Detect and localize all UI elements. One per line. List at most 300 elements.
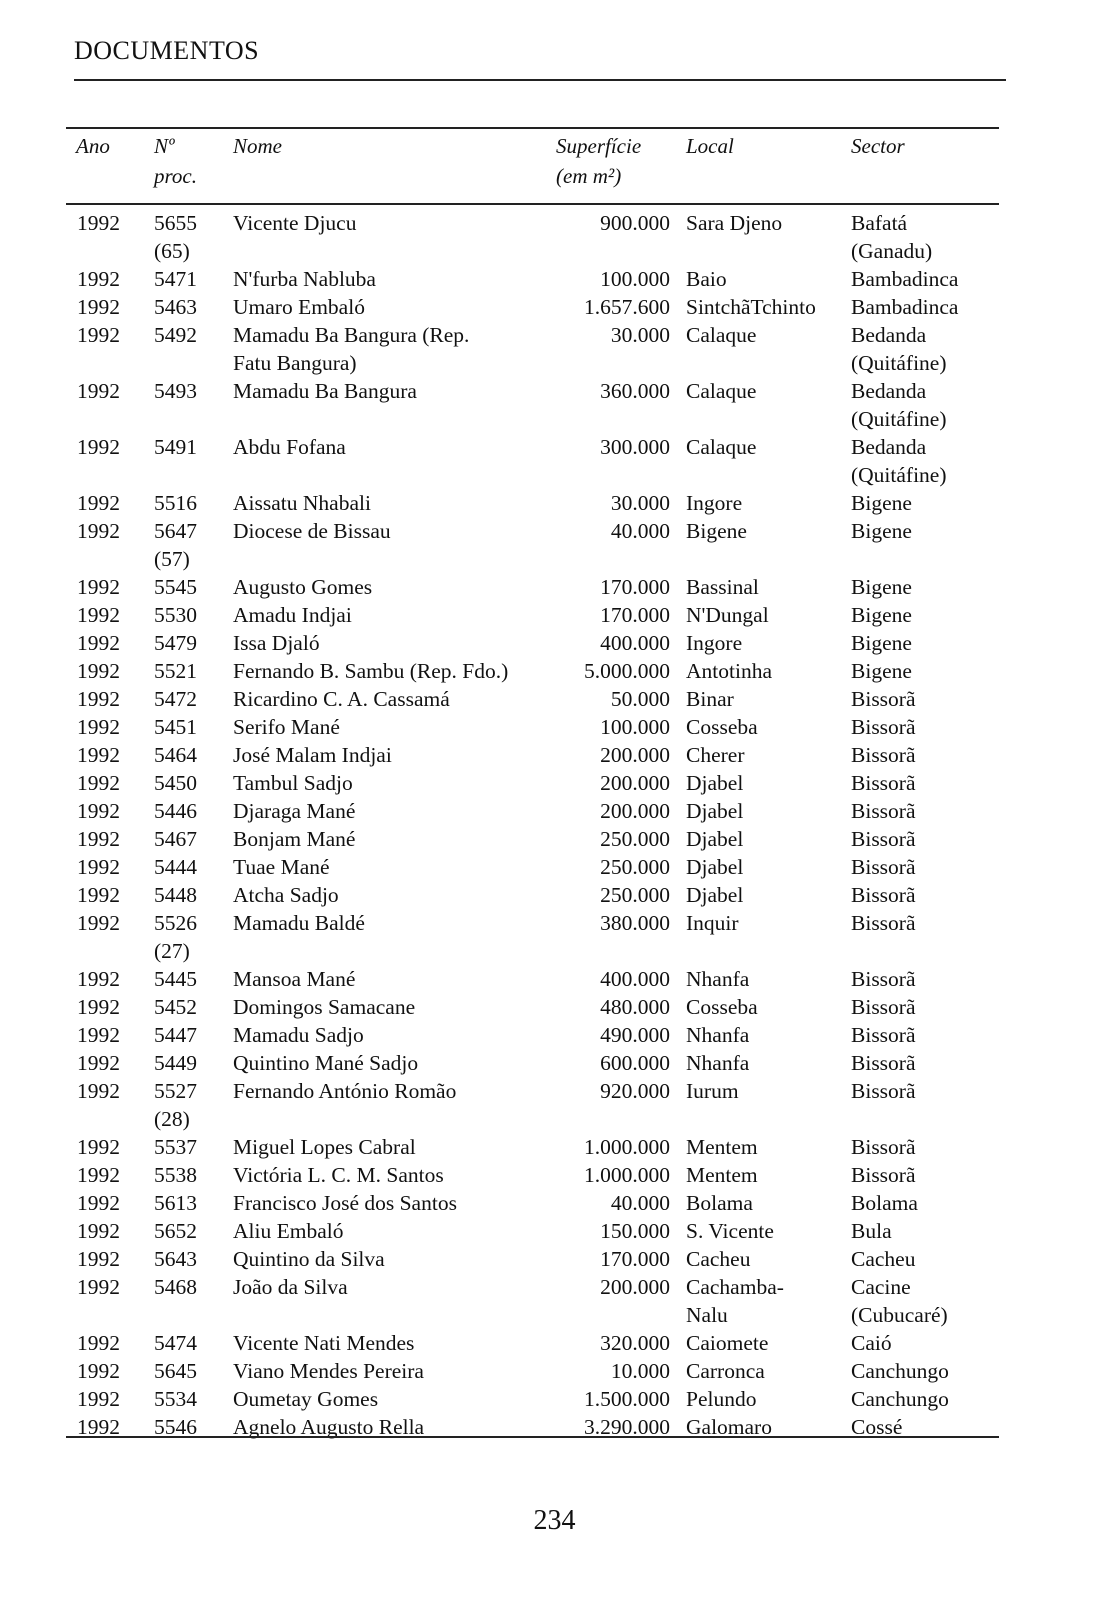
cell-ano: 1992 — [77, 1331, 120, 1355]
cell-sector — [851, 573, 912, 601]
cell-ano: 1992 — [77, 575, 120, 599]
cell-superficie: 400.000 — [600, 631, 670, 655]
cell-nome — [233, 629, 320, 657]
cell-nome-line: Serifo Mané — [233, 715, 340, 739]
cell-superficie: 300.000 — [600, 435, 670, 459]
cell-proc-line: 5451 — [154, 715, 197, 739]
cell-nome — [233, 265, 376, 293]
cell-nome-line: Djaraga Mané — [233, 799, 356, 823]
cell-proc — [154, 1385, 197, 1413]
cell-sector — [851, 517, 912, 545]
cell-nome — [233, 1385, 378, 1413]
cell-nome — [233, 433, 346, 461]
cell-sector-line: (Cubucaré) — [851, 1303, 948, 1327]
cell-ano: 1992 — [77, 1359, 120, 1383]
table-row — [0, 1161, 1109, 1189]
cell-proc-line: (27) — [154, 939, 190, 963]
cell-local-line: Ingore — [686, 491, 743, 515]
cell-nome — [233, 1273, 348, 1301]
cell-proc-line: 5474 — [154, 1331, 197, 1355]
cell-sector-line: Canchungo — [851, 1359, 949, 1383]
cell-local — [686, 1049, 749, 1077]
cell-proc-line: 5493 — [154, 379, 197, 403]
cell-proc — [154, 517, 197, 573]
cell-nome-line: Tuae Mané — [233, 855, 330, 879]
cell-nome — [233, 909, 365, 937]
cell-sector-line: Bissorã — [851, 995, 916, 1019]
cell-sector — [851, 1357, 949, 1385]
cell-nome — [233, 489, 371, 517]
cell-ano: 1992 — [77, 1415, 120, 1439]
table-row — [0, 489, 1109, 517]
cell-local — [686, 265, 727, 293]
cell-sector — [851, 993, 916, 1021]
cell-nome — [233, 573, 372, 601]
cell-nome — [233, 1049, 418, 1077]
cell-proc-line: (65) — [154, 239, 190, 263]
cell-superficie: 3.290.000 — [584, 1415, 670, 1439]
table-row — [0, 881, 1109, 909]
cell-sector-line: Bissorã — [851, 687, 916, 711]
table-row — [0, 909, 1109, 965]
cell-proc — [154, 489, 197, 517]
cell-local-line: Calaque — [686, 435, 757, 459]
cell-local — [686, 1385, 756, 1413]
cell-sector-line: Bigene — [851, 491, 912, 515]
cell-local-line: Carronca — [686, 1359, 765, 1383]
cell-sector-line: Bissorã — [851, 827, 916, 851]
column-header-proc-line1: Nº — [154, 134, 175, 158]
cell-local-line: Djabel — [686, 883, 744, 907]
cell-superficie: 250.000 — [600, 827, 670, 851]
cell-sector — [851, 1217, 892, 1245]
cell-local — [686, 1329, 768, 1357]
cell-ano: 1992 — [77, 1191, 120, 1215]
table-row — [0, 1245, 1109, 1273]
cell-superficie: 1.500.000 — [584, 1387, 670, 1411]
cell-ano: 1992 — [77, 323, 120, 347]
cell-local — [686, 1021, 749, 1049]
cell-local-line: SintchãTchinto — [686, 295, 816, 319]
cell-superficie: 920.000 — [600, 1079, 670, 1103]
cell-nome — [233, 1021, 364, 1049]
cell-ano: 1992 — [77, 435, 120, 459]
cell-superficie: 5.000.000 — [584, 659, 670, 683]
column-header-proc — [154, 131, 197, 191]
cell-proc-line: 5468 — [154, 1275, 197, 1299]
cell-sector — [851, 1021, 916, 1049]
cell-proc — [154, 321, 197, 349]
cell-sector — [851, 797, 916, 825]
table-row — [0, 321, 1109, 377]
cell-sector — [851, 657, 912, 685]
table-rule-bottom — [66, 1436, 999, 1438]
cell-sector — [851, 825, 916, 853]
cell-sector-line: Bissorã — [851, 743, 916, 767]
cell-proc — [154, 1245, 197, 1273]
cell-local-line: Djabel — [686, 827, 744, 851]
cell-local-line: Djabel — [686, 799, 744, 823]
cell-local — [686, 1161, 758, 1189]
cell-nome-line: João da Silva — [233, 1275, 348, 1299]
cell-nome — [233, 1189, 457, 1217]
cell-sector-line: Cacheu — [851, 1247, 916, 1271]
cell-proc — [154, 713, 197, 741]
cell-proc-line: 5447 — [154, 1023, 197, 1047]
table-rule-top — [66, 127, 999, 129]
cell-proc — [154, 741, 197, 769]
table-row — [0, 1217, 1109, 1245]
cell-nome-line: Fernando António Romão — [233, 1079, 457, 1103]
cell-superficie: 320.000 — [600, 1331, 670, 1355]
cell-proc-line: 5491 — [154, 435, 197, 459]
cell-proc-line: 5516 — [154, 491, 197, 515]
cell-proc — [154, 853, 197, 881]
cell-proc-line: 5655 — [154, 211, 197, 235]
cell-nome — [233, 657, 508, 685]
cell-proc-line: 5613 — [154, 1191, 197, 1215]
cell-local-line: Cacheu — [686, 1247, 751, 1271]
cell-local — [686, 293, 816, 321]
cell-nome — [233, 853, 330, 881]
cell-proc — [154, 993, 197, 1021]
cell-sector-line: Bissorã — [851, 799, 916, 823]
cell-proc-line: 5492 — [154, 323, 197, 347]
cell-superficie: 900.000 — [600, 211, 670, 235]
cell-proc — [154, 1021, 197, 1049]
column-header-superficie-line1: Superfície — [556, 134, 642, 158]
cell-superficie: 170.000 — [600, 1247, 670, 1271]
cell-sector-line: Bissorã — [851, 883, 916, 907]
cell-proc-line: 5448 — [154, 883, 197, 907]
cell-nome-line: Mamadu Baldé — [233, 911, 365, 935]
cell-local-line: Cachamba- — [686, 1275, 784, 1299]
cell-sector — [851, 713, 916, 741]
cell-nome-line: Mamadu Ba Bangura (Rep. — [233, 323, 470, 347]
cell-ano: 1992 — [77, 827, 120, 851]
cell-local-line: Baio — [686, 267, 727, 291]
cell-proc — [154, 909, 197, 965]
table-row — [0, 1357, 1109, 1385]
cell-local — [686, 965, 749, 993]
cell-local-line: Mentem — [686, 1163, 758, 1187]
cell-superficie: 490.000 — [600, 1023, 670, 1047]
cell-sector — [851, 629, 912, 657]
cell-superficie: 200.000 — [600, 771, 670, 795]
cell-proc — [154, 1357, 197, 1385]
cell-nome-line: Quintino da Silva — [233, 1247, 385, 1271]
cell-sector-line: Bigene — [851, 631, 912, 655]
cell-proc-line: 5527 — [154, 1079, 197, 1103]
cell-proc-line: 5464 — [154, 743, 197, 767]
cell-ano: 1992 — [77, 1135, 120, 1159]
cell-proc-line: 5452 — [154, 995, 197, 1019]
table-row — [0, 1385, 1109, 1413]
cell-nome-line: Aliu Embaló — [233, 1219, 344, 1243]
table-rule-mid — [66, 203, 999, 205]
cell-ano: 1992 — [77, 1247, 120, 1271]
cell-nome-line: Vicente Nati Mendes — [233, 1331, 415, 1355]
cell-superficie: 100.000 — [600, 715, 670, 739]
cell-local-line: Nhanfa — [686, 1023, 750, 1047]
cell-ano: 1992 — [77, 967, 120, 991]
cell-sector-line: Bissorã — [851, 771, 916, 795]
cell-sector-line: Bigene — [851, 603, 912, 627]
cell-nome — [233, 209, 356, 237]
cell-nome — [233, 1077, 456, 1105]
cell-sector — [851, 321, 947, 377]
cell-ano: 1992 — [77, 379, 120, 403]
cell-ano: 1992 — [77, 1023, 120, 1047]
cell-sector-line: Bissorã — [851, 1051, 916, 1075]
cell-nome-line: Augusto Gomes — [233, 575, 373, 599]
cell-proc-line: 5445 — [154, 967, 197, 991]
cell-proc — [154, 293, 197, 321]
cell-sector-line: Bula — [851, 1219, 892, 1243]
cell-nome — [233, 825, 355, 853]
cell-local — [686, 629, 742, 657]
cell-sector — [851, 1133, 916, 1161]
cell-proc-line: 5444 — [154, 855, 197, 879]
cell-local-line: Binar — [686, 687, 734, 711]
table-row — [0, 797, 1109, 825]
cell-sector-line: Canchungo — [851, 1387, 949, 1411]
cell-proc-line: 5647 — [154, 519, 197, 543]
cell-ano: 1992 — [77, 491, 120, 515]
cell-proc — [154, 1273, 197, 1301]
cell-sector — [851, 601, 912, 629]
cell-proc-line: 5526 — [154, 911, 197, 935]
cell-local-line: S. Vicente — [686, 1219, 774, 1243]
cell-proc — [154, 1049, 197, 1077]
cell-sector-line: Bissorã — [851, 1163, 916, 1187]
table-row — [0, 657, 1109, 685]
cell-ano: 1992 — [77, 659, 120, 683]
cell-ano: 1992 — [77, 715, 120, 739]
cell-local-line: Bigene — [686, 519, 747, 543]
table-row — [0, 601, 1109, 629]
cell-superficie: 50.000 — [610, 687, 670, 711]
cell-local — [686, 853, 743, 881]
cell-proc-line: 5537 — [154, 1135, 197, 1159]
cell-proc — [154, 573, 197, 601]
cell-nome-line: Diocese de Bissau — [233, 519, 391, 543]
cell-sector — [851, 1049, 916, 1077]
cell-ano: 1992 — [77, 295, 120, 319]
cell-nome-line: Abdu Fofana — [233, 435, 346, 459]
cell-local-line: Iurum — [686, 1079, 739, 1103]
column-header-superficie — [556, 131, 641, 191]
cell-ano: 1992 — [77, 855, 120, 879]
cell-local — [686, 209, 782, 237]
cell-superficie: 380.000 — [600, 911, 670, 935]
column-header-ano: Ano — [76, 134, 110, 158]
cell-proc — [154, 1133, 197, 1161]
cell-sector-line: Bissorã — [851, 1023, 916, 1047]
cell-local — [686, 741, 745, 769]
cell-proc-line: 5467 — [154, 827, 197, 851]
cell-nome-line: Issa Djaló — [233, 631, 320, 655]
cell-sector-line: Cossé — [851, 1415, 903, 1439]
cell-proc-line: 5471 — [154, 267, 197, 291]
cell-nome-line: Domingos Samacane — [233, 995, 416, 1019]
cell-local — [686, 1273, 784, 1329]
table-row — [0, 1133, 1109, 1161]
cell-nome — [233, 321, 469, 377]
cell-ano: 1992 — [77, 771, 120, 795]
cell-local — [686, 993, 758, 1021]
cell-superficie: 40.000 — [610, 519, 670, 543]
cell-sector-line: Bigene — [851, 659, 912, 683]
cell-proc-line: 5534 — [154, 1387, 197, 1411]
cell-superficie: 200.000 — [600, 1275, 670, 1299]
table-row — [0, 629, 1109, 657]
cell-superficie: 1.657.600 — [584, 295, 670, 319]
column-header-sector: Sector — [851, 134, 905, 158]
cell-local-line: Antotinha — [686, 659, 772, 683]
cell-local — [686, 881, 743, 909]
table-row — [0, 741, 1109, 769]
cell-sector — [851, 741, 916, 769]
cell-nome-line: Atcha Sadjo — [233, 883, 339, 907]
table-row — [0, 573, 1109, 601]
cell-nome — [233, 1245, 385, 1273]
cell-nome-line: Amadu Indjai — [233, 603, 352, 627]
cell-local-line: Bassinal — [686, 575, 759, 599]
cell-nome — [233, 1357, 424, 1385]
cell-local-line: Cherer — [686, 743, 745, 767]
cell-sector-line: Bissorã — [851, 715, 916, 739]
cell-ano: 1992 — [77, 1051, 120, 1075]
cell-nome-line: Ricardino C. A. Cassamá — [233, 687, 450, 711]
cell-nome — [233, 965, 355, 993]
cell-proc-line: 5538 — [154, 1163, 197, 1187]
cell-local-line: Djabel — [686, 855, 744, 879]
cell-sector-line: Bissorã — [851, 1135, 916, 1159]
cell-local — [686, 685, 734, 713]
cell-sector-line: Bigene — [851, 575, 912, 599]
cell-superficie: 1.000.000 — [584, 1163, 670, 1187]
cell-nome — [233, 797, 355, 825]
cell-proc — [154, 1217, 197, 1245]
cell-sector-line: Bissorã — [851, 1079, 916, 1103]
cell-local — [686, 377, 756, 405]
cell-superficie: 200.000 — [600, 799, 670, 823]
cell-nome — [233, 1329, 414, 1357]
cell-local — [686, 489, 742, 517]
cell-local — [686, 769, 743, 797]
cell-sector-line: (Quitáfine) — [851, 407, 947, 431]
cell-ano: 1992 — [77, 911, 120, 935]
cell-nome-line: Fernando B. Sambu (Rep. Fdo.) — [233, 659, 509, 683]
cell-sector — [851, 293, 958, 321]
cell-local-line: Pelundo — [686, 1387, 757, 1411]
table-row — [0, 853, 1109, 881]
cell-proc — [154, 209, 197, 265]
cell-nome-line: José Malam Indjai — [233, 743, 392, 767]
cell-proc — [154, 1189, 197, 1217]
cell-sector — [851, 1329, 892, 1357]
cell-local — [686, 825, 743, 853]
table-row — [0, 1189, 1109, 1217]
cell-nome-line: Aissatu Nhabali — [233, 491, 371, 515]
cell-proc — [154, 881, 197, 909]
cell-local — [686, 713, 758, 741]
cell-proc-line: 5449 — [154, 1051, 197, 1075]
cell-ano: 1992 — [77, 267, 120, 291]
cell-sector-line: Bissorã — [851, 855, 916, 879]
cell-local — [686, 1189, 753, 1217]
table-row — [0, 1273, 1109, 1329]
running-head: DOCUMENTOS — [74, 36, 260, 65]
cell-local-line: Mentem — [686, 1135, 758, 1159]
table-row — [0, 1021, 1109, 1049]
table-row — [0, 1049, 1109, 1077]
cell-local — [686, 433, 756, 461]
cell-superficie: 250.000 — [600, 883, 670, 907]
cell-nome-line: Quintino Mané Sadjo — [233, 1051, 419, 1075]
cell-nome — [233, 713, 340, 741]
cell-superficie: 250.000 — [600, 855, 670, 879]
cell-ano: 1992 — [77, 211, 120, 235]
cell-nome — [233, 293, 365, 321]
cell-local-line: N'Dungal — [686, 603, 769, 627]
cell-local-line: Calaque — [686, 323, 757, 347]
table-row — [0, 377, 1109, 433]
column-header-nome: Nome — [233, 134, 282, 158]
cell-ano: 1992 — [77, 603, 120, 627]
cell-proc-line: 5479 — [154, 631, 197, 655]
cell-proc — [154, 657, 197, 685]
cell-superficie: 170.000 — [600, 603, 670, 627]
cell-sector — [851, 853, 916, 881]
cell-proc — [154, 1161, 197, 1189]
cell-superficie: 480.000 — [600, 995, 670, 1019]
cell-local-line: Ingore — [686, 631, 743, 655]
cell-proc-line: 5472 — [154, 687, 197, 711]
table-row — [0, 769, 1109, 797]
cell-local-line: Nalu — [686, 1303, 728, 1327]
cell-nome — [233, 1161, 444, 1189]
cell-sector — [851, 1385, 949, 1413]
cell-proc — [154, 629, 197, 657]
cell-ano: 1992 — [77, 743, 120, 767]
cell-sector-line: Bigene — [851, 519, 912, 543]
cell-proc — [154, 769, 197, 797]
cell-sector — [851, 377, 947, 433]
cell-sector-line: Bedanda — [851, 379, 927, 403]
cell-sector — [851, 209, 932, 265]
cell-local-line: Sara Djeno — [686, 211, 783, 235]
cell-proc-line: 5645 — [154, 1359, 197, 1383]
table-row — [0, 713, 1109, 741]
cell-sector-line: Bambadinca — [851, 295, 959, 319]
table-row — [0, 209, 1109, 265]
cell-local-line: Galomaro — [686, 1415, 772, 1439]
cell-nome — [233, 1217, 343, 1245]
cell-ano: 1992 — [77, 1275, 120, 1299]
cell-sector-line: (Quitáfine) — [851, 463, 947, 487]
cell-local-line: Cosseba — [686, 995, 758, 1019]
cell-nome-line: Mansoa Mané — [233, 967, 356, 991]
cell-proc-line: (28) — [154, 1107, 190, 1131]
table-body — [0, 209, 1109, 1441]
table-row — [0, 825, 1109, 853]
cell-proc — [154, 1329, 197, 1357]
cell-nome-line: Mamadu Sadjo — [233, 1023, 364, 1047]
cell-sector — [851, 769, 916, 797]
cell-sector — [851, 1245, 915, 1273]
